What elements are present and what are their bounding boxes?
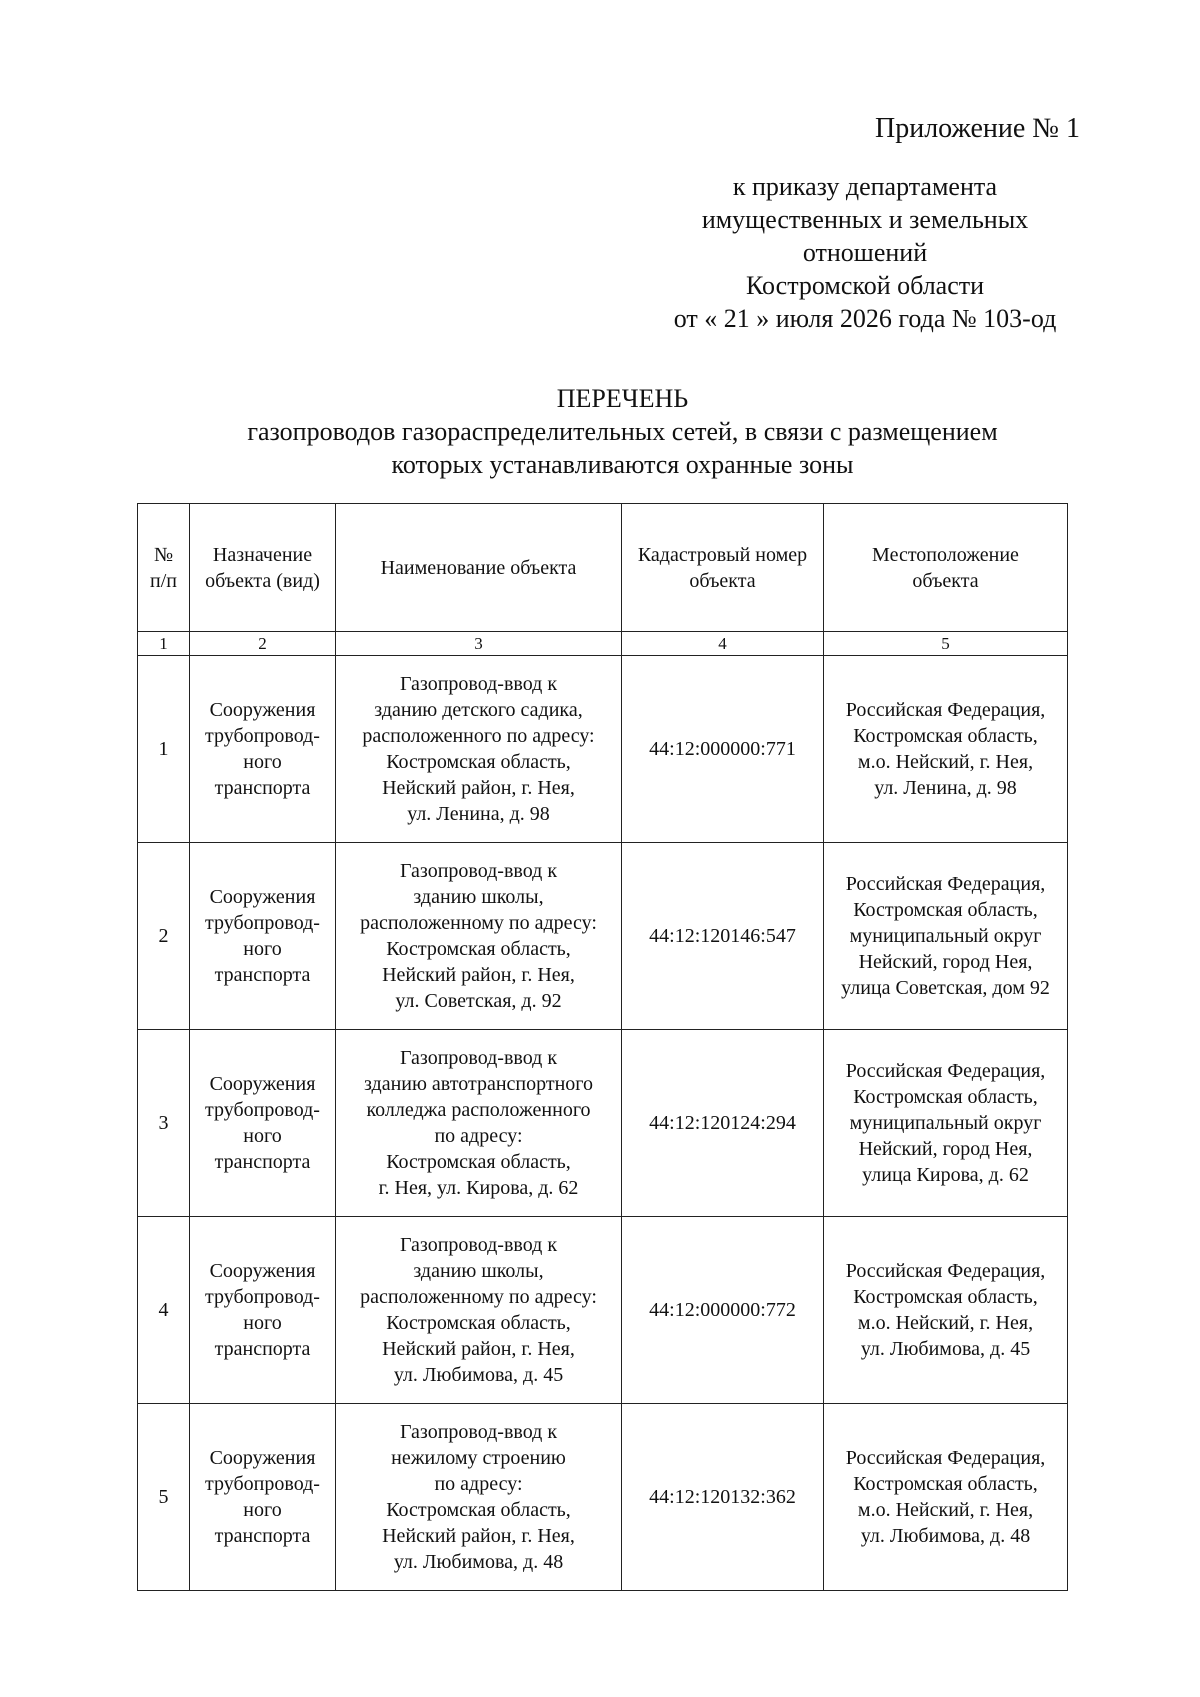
purpose-cell bbox=[190, 1030, 336, 1217]
purpose-cell bbox=[190, 1404, 336, 1591]
row-number-cell: 4 bbox=[138, 1217, 190, 1404]
title-subline: которых устанавливаются охранные зоны bbox=[391, 450, 854, 479]
cell-line: ного bbox=[243, 938, 282, 960]
cell-line: расположенному по адресу: bbox=[360, 1286, 597, 1308]
cell-line: улица Советская, дом 92 bbox=[841, 977, 1050, 999]
column-number: 3 bbox=[336, 632, 622, 656]
cell-line: Нейский, город Нея, bbox=[858, 951, 1033, 973]
purpose-cell bbox=[190, 843, 336, 1030]
cadastral-number-cell: 44:12:000000:771 bbox=[622, 656, 824, 843]
cell-line: Газопровод-ввод к bbox=[399, 1047, 558, 1069]
cell-line: Нейский район, г. Нея, bbox=[382, 777, 575, 799]
object-name-cell bbox=[336, 1404, 622, 1591]
row-number-cell: 3 bbox=[138, 1030, 190, 1217]
cell-line: транспорта bbox=[214, 964, 311, 986]
cell-line: Газопровод-ввод к bbox=[399, 1234, 558, 1256]
order-ref-line: к приказу департамента bbox=[732, 172, 998, 201]
order-ref-line: от « 21 » июля 2026 года № 103-од bbox=[673, 304, 1057, 333]
cell-line: зданию школы, bbox=[413, 886, 544, 908]
cell-line: трубопровод- bbox=[205, 1099, 320, 1121]
cell-line: Газопровод-ввод к bbox=[399, 860, 558, 882]
title-subline: газопроводов газораспределительных сетей, в связи с размещением bbox=[247, 417, 998, 446]
cell-line: транспорта bbox=[214, 1151, 311, 1173]
row-number-cell: 1 bbox=[138, 656, 190, 843]
cell-line: муниципальный округ bbox=[849, 1112, 1042, 1134]
cell-line: Костромская область, bbox=[853, 725, 1038, 747]
column-number: 2 bbox=[190, 632, 336, 656]
table-row bbox=[138, 843, 1068, 1030]
location-cell bbox=[824, 656, 1068, 843]
table-header-row bbox=[138, 504, 1068, 632]
object-name-cell bbox=[336, 1030, 622, 1217]
cell-line: трубопровод- bbox=[205, 912, 320, 934]
cell-line: Сооружения bbox=[209, 1447, 316, 1469]
location-cell bbox=[824, 1030, 1068, 1217]
table-body bbox=[138, 656, 1068, 1591]
order-ref-line: имущественных и земельных bbox=[701, 205, 1029, 234]
table-row bbox=[138, 656, 1068, 843]
cell-line: ного bbox=[243, 1125, 282, 1147]
cell-line: ул. Любимова, д. 48 bbox=[393, 1551, 564, 1573]
cell-line: трубопровод- bbox=[205, 1286, 320, 1308]
gas-pipeline-table bbox=[137, 503, 1068, 1591]
appendix-label: Приложение № 1 bbox=[875, 113, 1080, 144]
location-cell bbox=[824, 843, 1068, 1030]
cell-line: транспорта bbox=[214, 777, 311, 799]
location-cell bbox=[824, 1217, 1068, 1404]
cadastral-number-cell: 44:12:120146:547 bbox=[622, 843, 824, 1030]
row-number-cell: 2 bbox=[138, 843, 190, 1030]
object-name-cell bbox=[336, 843, 622, 1030]
column-number: 4 bbox=[622, 632, 824, 656]
cell-line: ного bbox=[243, 1312, 282, 1334]
cell-line: муниципальный округ bbox=[849, 925, 1042, 947]
purpose-cell bbox=[190, 1217, 336, 1404]
cell-line: транспорта bbox=[214, 1525, 311, 1547]
cell-line: ул. Любимова, д. 48 bbox=[860, 1525, 1031, 1547]
cell-line: м.о. Нейский, г. Нея, bbox=[857, 1312, 1034, 1334]
cell-line: ул. Любимова, д. 45 bbox=[860, 1338, 1031, 1360]
cell-line: Костромская область, bbox=[386, 751, 571, 773]
cell-line: зданию автотранспортного bbox=[363, 1073, 593, 1095]
cell-line: Костромская область, bbox=[386, 938, 571, 960]
cell-line: Российская Федерация, bbox=[845, 1060, 1046, 1082]
cell-line: Российская Федерация, bbox=[845, 1447, 1046, 1469]
cell-line: трубопровод- bbox=[205, 725, 320, 747]
order-ref-line: отношений bbox=[802, 238, 928, 267]
cell-line: улица Кирова, д. 62 bbox=[862, 1164, 1029, 1186]
cadastral-number-cell: 44:12:120124:294 bbox=[622, 1030, 824, 1217]
row-number-cell: 5 bbox=[138, 1404, 190, 1591]
cell-line: колледжа расположенного bbox=[366, 1099, 591, 1121]
cell-line: м.о. Нейский, г. Нея, bbox=[857, 751, 1034, 773]
cell-line: Сооружения bbox=[209, 886, 316, 908]
cell-line: Сооружения bbox=[209, 1073, 316, 1095]
cell-line: ул. Ленина, д. 98 bbox=[407, 803, 550, 825]
cell-line: ул. Любимова, д. 45 bbox=[393, 1364, 564, 1386]
table-row bbox=[138, 1404, 1068, 1591]
column-number-row bbox=[138, 632, 1068, 656]
cell-line: ного bbox=[243, 1499, 282, 1521]
cell-line: Газопровод-ввод к bbox=[399, 1421, 558, 1443]
header-location: Местоположение объекта bbox=[824, 504, 1068, 632]
cell-line: Костромская область, bbox=[386, 1312, 571, 1334]
table-row bbox=[138, 1030, 1068, 1217]
column-number: 5 bbox=[824, 632, 1068, 656]
purpose-cell bbox=[190, 656, 336, 843]
header-name: Наименование объекта bbox=[336, 504, 622, 632]
cell-line: Сооружения bbox=[209, 699, 316, 721]
cell-line: Нейский район, г. Нея, bbox=[382, 1338, 575, 1360]
table-row bbox=[138, 1217, 1068, 1404]
header-number: № п/п bbox=[138, 504, 190, 632]
cell-line: нежилому строению bbox=[391, 1447, 566, 1469]
cell-line: расположенного по адресу: bbox=[362, 725, 595, 747]
cell-line: расположенному по адресу: bbox=[360, 912, 597, 934]
object-name-cell bbox=[336, 656, 622, 843]
cell-line: по адресу: bbox=[434, 1125, 523, 1147]
cell-line: ного bbox=[243, 751, 282, 773]
cell-line: Костромская область, bbox=[853, 1473, 1038, 1495]
cell-line: по адресу: bbox=[434, 1473, 523, 1495]
document-title bbox=[0, 382, 1200, 481]
cell-line: г. Нея, ул. Кирова, д. 62 bbox=[378, 1177, 579, 1199]
object-name-cell bbox=[336, 1217, 622, 1404]
header-cadastral: Кадастровый номер объекта bbox=[622, 504, 824, 632]
location-cell bbox=[824, 1404, 1068, 1591]
title-heading: ПЕРЕЧЕНЬ bbox=[556, 384, 689, 413]
cell-line: транспорта bbox=[214, 1338, 311, 1360]
cell-line: Костромская область, bbox=[386, 1499, 571, 1521]
column-number: 1 bbox=[138, 632, 190, 656]
cell-line: зданию школы, bbox=[413, 1260, 544, 1282]
cell-line: ул. Советская, д. 92 bbox=[395, 990, 562, 1012]
cell-line: Нейский район, г. Нея, bbox=[382, 1525, 575, 1547]
cell-line: Костромская область, bbox=[386, 1151, 571, 1173]
header-purpose: Назначение объекта (вид) bbox=[190, 504, 336, 632]
cell-line: Костромская область, bbox=[853, 1286, 1038, 1308]
cell-line: Российская Федерация, bbox=[845, 699, 1046, 721]
cell-line: трубопровод- bbox=[205, 1473, 320, 1495]
order-ref-line: Костромской области bbox=[745, 271, 985, 300]
cell-line: Российская Федерация, bbox=[845, 1260, 1046, 1282]
cadastral-number-cell: 44:12:000000:772 bbox=[622, 1217, 824, 1404]
cell-line: Нейский район, г. Нея, bbox=[382, 964, 575, 986]
cadastral-number-cell: 44:12:120132:362 bbox=[622, 1404, 824, 1591]
cell-line: Российская Федерация, bbox=[845, 873, 1046, 895]
order-reference bbox=[600, 170, 1130, 335]
cell-line: Костромская область, bbox=[853, 1086, 1038, 1108]
cell-line: м.о. Нейский, г. Нея, bbox=[857, 1499, 1034, 1521]
cell-line: ул. Ленина, д. 98 bbox=[874, 777, 1017, 799]
cell-line: Сооружения bbox=[209, 1260, 316, 1282]
cell-line: Костромская область, bbox=[853, 899, 1038, 921]
cell-line: Нейский, город Нея, bbox=[858, 1138, 1033, 1160]
cell-line: зданию детского садика, bbox=[374, 699, 583, 721]
cell-line: Газопровод-ввод к bbox=[399, 673, 558, 695]
